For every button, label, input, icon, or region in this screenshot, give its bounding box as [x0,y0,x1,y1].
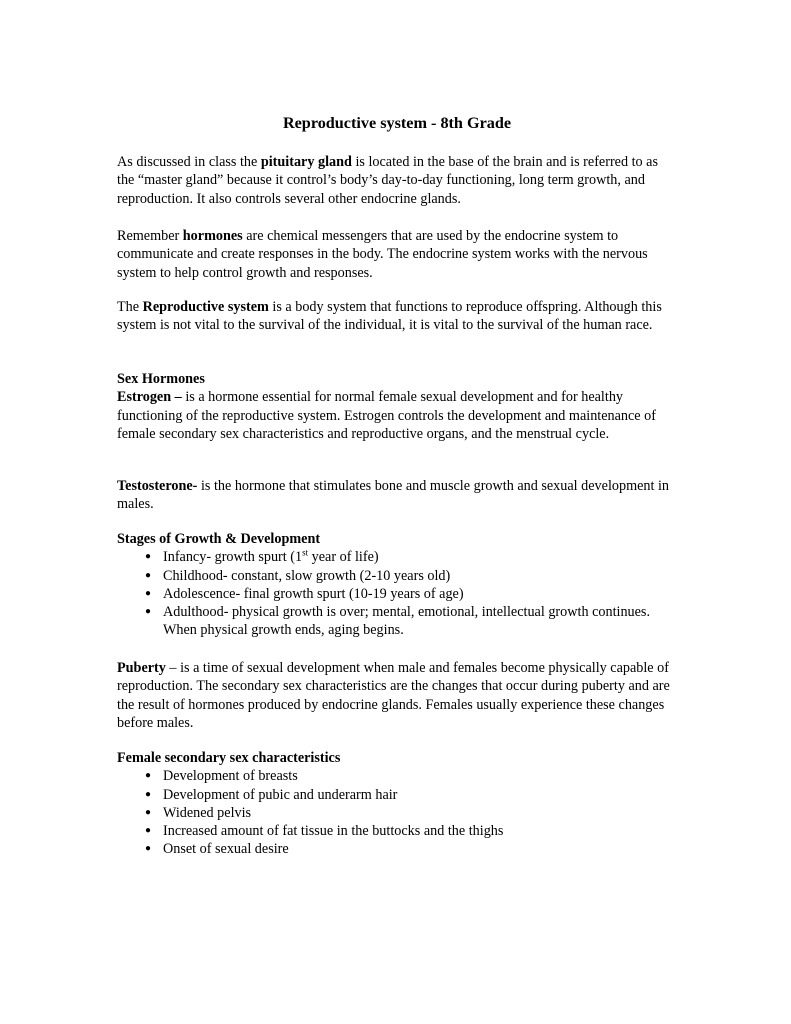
bullet-icon: ● [145,843,152,855]
text: Increased amount of fat tissue in the buttocks and the thighs [163,823,504,840]
term-pituitary-gland: pituitary gland [260,154,352,170]
text: is located in the base of the brain and is referred to as the “master gland” because it control’s body’s day-to-day functioning, long term growth, and reproduction. It also controls several other endocrine glands. [117,154,659,207]
list-item [117,585,677,603]
bullet-icon: ● [145,551,152,563]
text: As discussed in class the [117,154,261,170]
female-characteristics-heading [117,749,677,767]
page-title: Reproductive system - 8th Grade [282,114,512,132]
text: is the hormone that stimulates bone and muscle growth and sexual development in males. [117,478,670,513]
list-item [117,840,677,858]
stages-section [117,530,677,640]
sex-hormones-section [117,370,677,443]
term-testosterone: Testosterone- [117,478,198,494]
text: Remember [117,228,183,244]
text: Childhood- constant, slow growth (2-10 years old) [163,567,451,584]
list-item [117,804,677,822]
stages-list [117,548,677,639]
heading-text: Stages of Growth & Development [117,531,321,547]
heading-text: Female secondary sex characteristics [117,750,341,766]
list-item [117,548,677,566]
text: Widened pelvis [163,804,252,821]
list-item [117,603,677,640]
text: is a body system that functions to reproduce offspring. Although this system is not vital to the survival of the individual, it is vital to the survival of the human race. [117,299,662,334]
list-item [117,786,677,804]
term-reproductive-system: Reproductive system [142,299,269,315]
term-puberty: Puberty [117,660,166,676]
sex-hormones-heading [117,370,677,388]
text: Infancy- growth spurt (1 [163,549,303,566]
heading-text: Sex Hormones [117,371,205,387]
text: Adulthood- physical growth is over; mental, emotional, intellectual growth continues. When physical growth ends, aging begins. [163,604,651,639]
hormones-paragraph [117,227,677,282]
female-characteristics-section [117,749,677,859]
text: Development of breasts [163,768,298,785]
text: is a hormone essential for normal female sexual development and for healthy functioning of the reproductive system. Estrogen controls the development and maintenance of female secondary sex characteristics and reproductive organs, and the menstrual cycle. [117,389,656,442]
puberty-paragraph [117,659,677,732]
bullet-icon: ● [145,788,152,800]
text: The [117,299,143,315]
bullet-icon: ● [145,587,152,599]
term-estrogen: Estrogen – [117,389,182,406]
superscript: st [302,547,309,558]
testosterone-paragraph [117,477,677,514]
female-characteristics-list [117,767,677,858]
list-item [117,822,677,840]
bullet-icon: ● [145,825,152,837]
text: Onset of sexual desire [163,841,289,858]
text: year of life) [308,549,379,566]
bullet-icon: ● [145,806,152,818]
bullet-icon: ● [145,770,152,782]
estrogen-paragraph [117,388,677,443]
list-item [117,567,677,585]
list-item [117,767,677,785]
stages-heading [117,530,677,548]
text: Development of pubic and underarm hair [163,786,398,803]
bullet-icon: ● [145,569,152,581]
reproductive-system-paragraph [117,298,677,335]
text: – is a time of sexual development when male and females become physically capable of reproduction. The secondary sex characteristics are the changes that occur during puberty and are the result of hormones produced by endocrine glands. Females usually experience these changes before males. [117,660,670,731]
term-hormones: hormones [182,228,243,244]
text: Adolescence- final growth spurt (10-19 years of age) [163,585,464,602]
text: are chemical messengers that are used by the endocrine system to communicate and create responses in the body. The endocrine system works with the nervous system to help control growth and responses. [117,228,648,281]
bullet-icon: ● [145,606,152,618]
pituitary-paragraph [117,153,677,208]
